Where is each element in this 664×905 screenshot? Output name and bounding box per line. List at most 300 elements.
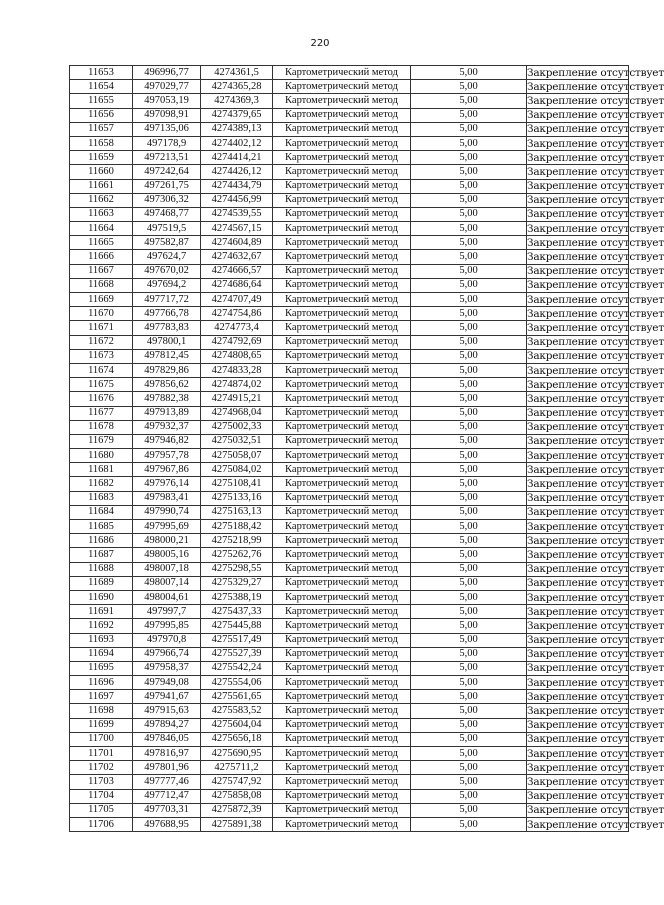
accuracy-cell: 5,00 — [411, 520, 527, 534]
table-row — [70, 406, 629, 420]
y-coordinate-cell: 4275517,49 — [201, 633, 273, 647]
point-number-cell: 11673 — [70, 349, 133, 363]
point-number-cell: 11702 — [70, 761, 133, 775]
method-cell: Картометрический метод — [273, 576, 411, 590]
method-cell: Картометрический метод — [273, 491, 411, 505]
fixation-cell: Закрепление отсутствует — [527, 151, 664, 164]
table-row — [70, 66, 629, 80]
x-coordinate-cell: 497846,05 — [133, 732, 201, 746]
x-coordinate-cell: 497932,37 — [133, 420, 201, 434]
x-coordinate-cell: 498007,14 — [133, 576, 201, 590]
point-number-cell: 11658 — [70, 136, 133, 150]
method-cell: Картометрический метод — [273, 264, 411, 278]
x-coordinate-cell: 497983,41 — [133, 491, 201, 505]
fixation-cell: Закрепление отсутствует — [527, 165, 664, 178]
y-coordinate-cell: 4274426,12 — [201, 165, 273, 179]
accuracy-cell: 5,00 — [411, 661, 527, 675]
y-coordinate-cell: 4275298,55 — [201, 562, 273, 576]
table-row — [70, 349, 629, 363]
method-cell: Картометрический метод — [273, 704, 411, 718]
method-cell: Картометрический метод — [273, 207, 411, 221]
fixation-cell: Закрепление отсутствует — [527, 747, 664, 760]
table-row — [70, 534, 629, 548]
point-number-cell: 11682 — [70, 477, 133, 491]
x-coordinate-cell: 497712,47 — [133, 789, 201, 803]
accuracy-cell: 5,00 — [411, 562, 527, 576]
method-cell: Картометрический метод — [273, 477, 411, 491]
x-coordinate-cell: 497949,08 — [133, 676, 201, 690]
table-row — [70, 122, 629, 136]
method-cell: Картометрический метод — [273, 80, 411, 94]
x-coordinate-cell: 497957,78 — [133, 449, 201, 463]
point-number-cell: 11668 — [70, 278, 133, 292]
y-coordinate-cell: 4274379,65 — [201, 108, 273, 122]
accuracy-cell: 5,00 — [411, 122, 527, 136]
x-coordinate-cell: 497976,14 — [133, 477, 201, 491]
method-cell: Картометрический метод — [273, 690, 411, 704]
x-coordinate-cell: 497990,74 — [133, 505, 201, 519]
y-coordinate-cell: 4274686,64 — [201, 278, 273, 292]
method-cell: Картометрический метод — [273, 363, 411, 377]
method-cell: Картометрический метод — [273, 179, 411, 193]
point-number-cell: 11660 — [70, 165, 133, 179]
accuracy-cell: 5,00 — [411, 449, 527, 463]
x-coordinate-cell: 497519,5 — [133, 222, 201, 236]
point-number-cell: 11699 — [70, 718, 133, 732]
table-row — [70, 633, 629, 647]
y-coordinate-cell: 4275858,08 — [201, 789, 273, 803]
y-coordinate-cell: 4275084,02 — [201, 463, 273, 477]
method-cell: Картометрический метод — [273, 789, 411, 803]
table-row — [70, 307, 629, 321]
y-coordinate-cell: 4275542,24 — [201, 661, 273, 675]
accuracy-cell: 5,00 — [411, 619, 527, 633]
table-row — [70, 704, 629, 718]
fixation-cell: Закрепление отсутствует — [527, 676, 664, 689]
accuracy-cell: 5,00 — [411, 576, 527, 590]
x-coordinate-cell: 497468,77 — [133, 207, 201, 221]
fixation-cell: Закрепление отсутствует — [527, 463, 664, 476]
point-number-cell: 11689 — [70, 576, 133, 590]
fixation-cell: Закрепление отсутствует — [527, 194, 664, 207]
x-coordinate-cell: 497946,82 — [133, 434, 201, 448]
x-coordinate-cell: 497970,8 — [133, 633, 201, 647]
table-row — [70, 718, 629, 732]
x-coordinate-cell: 497694,2 — [133, 278, 201, 292]
accuracy-cell: 5,00 — [411, 321, 527, 335]
accuracy-cell: 5,00 — [411, 789, 527, 803]
point-number-cell: 11683 — [70, 491, 133, 505]
fixation-cell: Закрепление отсутствует — [527, 761, 664, 774]
fixation-cell: Закрепление отсутствует — [527, 421, 664, 434]
table-row — [70, 647, 629, 661]
y-coordinate-cell: 4274389,13 — [201, 122, 273, 136]
point-number-cell: 11674 — [70, 363, 133, 377]
x-coordinate-cell: 497915,63 — [133, 704, 201, 718]
table-row — [70, 250, 629, 264]
y-coordinate-cell: 4275445,88 — [201, 619, 273, 633]
fixation-cell: Закрепление отсутствует — [527, 506, 664, 519]
accuracy-cell: 5,00 — [411, 590, 527, 604]
method-cell: Картометрический метод — [273, 108, 411, 122]
fixation-cell: Закрепление отсутствует — [527, 321, 664, 334]
point-number-cell: 11684 — [70, 505, 133, 519]
point-number-cell: 11653 — [70, 66, 133, 80]
method-cell: Картометрический метод — [273, 449, 411, 463]
x-coordinate-cell: 497582,87 — [133, 236, 201, 250]
x-coordinate-cell: 498000,21 — [133, 534, 201, 548]
table-row — [70, 434, 629, 448]
fixation-cell: Закрепление отсутствует — [527, 66, 664, 79]
fixation-cell: Закрепление отсутствует — [527, 222, 664, 235]
y-coordinate-cell: 4275554,06 — [201, 676, 273, 690]
x-coordinate-cell: 497997,7 — [133, 605, 201, 619]
y-coordinate-cell: 4274369,3 — [201, 94, 273, 108]
point-number-cell: 11696 — [70, 676, 133, 690]
accuracy-cell: 5,00 — [411, 647, 527, 661]
x-coordinate-cell: 497306,32 — [133, 193, 201, 207]
y-coordinate-cell: 4274773,4 — [201, 321, 273, 335]
x-coordinate-cell: 498007,18 — [133, 562, 201, 576]
accuracy-cell: 5,00 — [411, 293, 527, 307]
y-coordinate-cell: 4274754,86 — [201, 307, 273, 321]
y-coordinate-cell: 4274666,57 — [201, 264, 273, 278]
x-coordinate-cell: 497816,97 — [133, 747, 201, 761]
fixation-cell: Закрепление отсутствует — [527, 605, 664, 618]
x-coordinate-cell: 497882,38 — [133, 392, 201, 406]
x-coordinate-cell: 497261,75 — [133, 179, 201, 193]
point-number-cell: 11667 — [70, 264, 133, 278]
x-coordinate-cell: 497777,46 — [133, 775, 201, 789]
table-row — [70, 590, 629, 604]
table-row — [70, 264, 629, 278]
method-cell: Картометрический метод — [273, 165, 411, 179]
fixation-cell: Закрепление отсутствует — [527, 563, 664, 576]
point-number-cell: 11670 — [70, 307, 133, 321]
point-number-cell: 11659 — [70, 151, 133, 165]
point-number-cell: 11656 — [70, 108, 133, 122]
accuracy-cell: 5,00 — [411, 250, 527, 264]
table-row — [70, 817, 629, 831]
table-row — [70, 775, 629, 789]
x-coordinate-cell: 496996,77 — [133, 66, 201, 80]
accuracy-cell: 5,00 — [411, 434, 527, 448]
method-cell: Картометрический метод — [273, 136, 411, 150]
table-row — [70, 193, 629, 207]
table-row — [70, 576, 629, 590]
method-cell: Картометрический метод — [273, 434, 411, 448]
table-row — [70, 392, 629, 406]
table-row — [70, 108, 629, 122]
fixation-cell: Закрепление отсутствует — [527, 534, 664, 547]
accuracy-cell: 5,00 — [411, 775, 527, 789]
method-cell: Картометрический метод — [273, 463, 411, 477]
y-coordinate-cell: 4275656,18 — [201, 732, 273, 746]
fixation-cell: Закрепление отсутствует — [527, 690, 664, 703]
table-row — [70, 151, 629, 165]
accuracy-cell: 5,00 — [411, 633, 527, 647]
y-coordinate-cell: 4274604,89 — [201, 236, 273, 250]
x-coordinate-cell: 497800,1 — [133, 335, 201, 349]
x-coordinate-cell: 497856,62 — [133, 378, 201, 392]
x-coordinate-cell: 497213,51 — [133, 151, 201, 165]
y-coordinate-cell: 4275329,27 — [201, 576, 273, 590]
fixation-cell: Закрепление отсутствует — [527, 265, 664, 278]
point-number-cell: 11687 — [70, 548, 133, 562]
method-cell: Картометрический метод — [273, 548, 411, 562]
x-coordinate-cell: 497829,86 — [133, 363, 201, 377]
accuracy-cell: 5,00 — [411, 136, 527, 150]
x-coordinate-cell: 497098,91 — [133, 108, 201, 122]
fixation-cell: Закрепление отсутствует — [527, 591, 664, 604]
point-number-cell: 11654 — [70, 80, 133, 94]
y-coordinate-cell: 4274567,15 — [201, 222, 273, 236]
accuracy-cell: 5,00 — [411, 264, 527, 278]
method-cell: Картометрический метод — [273, 562, 411, 576]
accuracy-cell: 5,00 — [411, 378, 527, 392]
point-number-cell: 11703 — [70, 775, 133, 789]
y-coordinate-cell: 4275583,52 — [201, 704, 273, 718]
accuracy-cell: 5,00 — [411, 548, 527, 562]
point-number-cell: 11666 — [70, 250, 133, 264]
accuracy-cell: 5,00 — [411, 165, 527, 179]
fixation-cell: Закрепление отсутствует — [527, 407, 664, 420]
y-coordinate-cell: 4275002,33 — [201, 420, 273, 434]
fixation-cell: Закрепление отсутствует — [527, 733, 664, 746]
x-coordinate-cell: 497894,27 — [133, 718, 201, 732]
fixation-cell: Закрепление отсутствует — [527, 818, 664, 831]
table-row — [70, 747, 629, 761]
y-coordinate-cell: 4274434,79 — [201, 179, 273, 193]
method-cell: Картометрический метод — [273, 619, 411, 633]
y-coordinate-cell: 4274792,69 — [201, 335, 273, 349]
point-number-cell: 11697 — [70, 690, 133, 704]
fixation-cell: Закрепление отсутствует — [527, 705, 664, 718]
point-number-cell: 11665 — [70, 236, 133, 250]
accuracy-cell: 5,00 — [411, 392, 527, 406]
accuracy-cell: 5,00 — [411, 463, 527, 477]
method-cell: Картометрический метод — [273, 718, 411, 732]
method-cell: Картометрический метод — [273, 534, 411, 548]
table-row — [70, 293, 629, 307]
table-row — [70, 321, 629, 335]
x-coordinate-cell: 497717,72 — [133, 293, 201, 307]
table-row — [70, 520, 629, 534]
y-coordinate-cell: 4274874,02 — [201, 378, 273, 392]
y-coordinate-cell: 4275032,51 — [201, 434, 273, 448]
method-cell: Картометрический метод — [273, 605, 411, 619]
table-row — [70, 761, 629, 775]
fixation-cell: Закрепление отсутствует — [527, 492, 664, 505]
accuracy-cell: 5,00 — [411, 505, 527, 519]
accuracy-cell: 5,00 — [411, 179, 527, 193]
fixation-cell: Закрепление отсутствует — [527, 94, 664, 107]
method-cell: Картометрический метод — [273, 321, 411, 335]
y-coordinate-cell: 4274915,21 — [201, 392, 273, 406]
accuracy-cell: 5,00 — [411, 704, 527, 718]
accuracy-cell: 5,00 — [411, 363, 527, 377]
table-row — [70, 803, 629, 817]
fixation-cell: Закрепление отсутствует — [527, 279, 664, 292]
point-number-cell: 11691 — [70, 605, 133, 619]
method-cell: Картометрический метод — [273, 732, 411, 746]
y-coordinate-cell: 4275561,65 — [201, 690, 273, 704]
accuracy-cell: 5,00 — [411, 94, 527, 108]
point-number-cell: 11706 — [70, 817, 133, 831]
point-number-cell: 11686 — [70, 534, 133, 548]
fixation-cell: Закрепление отсутствует — [527, 449, 664, 462]
y-coordinate-cell: 4274539,55 — [201, 207, 273, 221]
fixation-cell: Закрепление отсутствует — [527, 251, 664, 264]
coordinates-table — [69, 65, 664, 832]
table-body — [70, 66, 664, 832]
table-row — [70, 548, 629, 562]
point-number-cell: 11675 — [70, 378, 133, 392]
accuracy-cell: 5,00 — [411, 605, 527, 619]
point-number-cell: 11661 — [70, 179, 133, 193]
method-cell: Картометрический метод — [273, 661, 411, 675]
accuracy-cell: 5,00 — [411, 477, 527, 491]
point-number-cell: 11693 — [70, 633, 133, 647]
table-row — [70, 80, 629, 94]
y-coordinate-cell: 4275163,13 — [201, 505, 273, 519]
point-number-cell: 11676 — [70, 392, 133, 406]
method-cell: Картометрический метод — [273, 349, 411, 363]
accuracy-cell: 5,00 — [411, 420, 527, 434]
x-coordinate-cell: 497812,45 — [133, 349, 201, 363]
fixation-cell: Закрепление отсутствует — [527, 719, 664, 732]
fixation-cell: Закрепление отсутствует — [527, 548, 664, 561]
y-coordinate-cell: 4275872,39 — [201, 803, 273, 817]
fixation-cell: Закрепление отсутствует — [527, 123, 664, 136]
fixation-cell: Закрепление отсутствует — [527, 648, 664, 661]
x-coordinate-cell: 497766,78 — [133, 307, 201, 321]
method-cell: Картометрический метод — [273, 151, 411, 165]
x-coordinate-cell: 497242,64 — [133, 165, 201, 179]
accuracy-cell: 5,00 — [411, 236, 527, 250]
x-coordinate-cell: 498005,16 — [133, 548, 201, 562]
y-coordinate-cell: 4274414,21 — [201, 151, 273, 165]
fixation-cell: Закрепление отсутствует — [527, 336, 664, 349]
y-coordinate-cell: 4275108,41 — [201, 477, 273, 491]
table-row — [70, 505, 629, 519]
point-number-cell: 11680 — [70, 449, 133, 463]
x-coordinate-cell: 497053,19 — [133, 94, 201, 108]
accuracy-cell: 5,00 — [411, 690, 527, 704]
accuracy-cell: 5,00 — [411, 151, 527, 165]
accuracy-cell: 5,00 — [411, 207, 527, 221]
point-number-cell: 11669 — [70, 293, 133, 307]
accuracy-cell: 5,00 — [411, 406, 527, 420]
y-coordinate-cell: 4275058,07 — [201, 449, 273, 463]
accuracy-cell: 5,00 — [411, 80, 527, 94]
y-coordinate-cell: 4274365,28 — [201, 80, 273, 94]
table-row — [70, 676, 629, 690]
method-cell: Картометрический метод — [273, 236, 411, 250]
fixation-cell: Закрепление отсутствует — [527, 520, 664, 533]
accuracy-cell: 5,00 — [411, 307, 527, 321]
page-number: 220 — [310, 38, 330, 49]
accuracy-cell: 5,00 — [411, 66, 527, 80]
method-cell: Картометрический метод — [273, 293, 411, 307]
fixation-cell: Закрепление отсутствует — [527, 392, 664, 405]
table-row — [70, 179, 629, 193]
fixation-cell: Закрепление отсутствует — [527, 662, 664, 675]
method-cell: Картометрический метод — [273, 505, 411, 519]
y-coordinate-cell: 4274632,67 — [201, 250, 273, 264]
y-coordinate-cell: 4275604,04 — [201, 718, 273, 732]
x-coordinate-cell: 497178,9 — [133, 136, 201, 150]
method-cell: Картометрический метод — [273, 250, 411, 264]
table-row — [70, 491, 629, 505]
fixation-cell: Закрепление отсутствует — [527, 109, 664, 122]
fixation-cell: Закрепление отсутствует — [527, 307, 664, 320]
accuracy-cell: 5,00 — [411, 761, 527, 775]
table-row — [70, 94, 629, 108]
fixation-cell: Закрепление отсутствует — [527, 293, 664, 306]
fixation-cell: Закрепление отсутствует — [527, 137, 664, 150]
point-number-cell: 11657 — [70, 122, 133, 136]
fixation-cell: Закрепление отсутствует — [527, 180, 664, 193]
y-coordinate-cell: 4275218,99 — [201, 534, 273, 548]
x-coordinate-cell: 497995,69 — [133, 520, 201, 534]
point-number-cell: 11705 — [70, 803, 133, 817]
x-coordinate-cell: 497670,02 — [133, 264, 201, 278]
fixation-cell: Закрепление отсутствует — [527, 619, 664, 632]
method-cell: Картометрический метод — [273, 803, 411, 817]
table-row — [70, 562, 629, 576]
table-row — [70, 363, 629, 377]
y-coordinate-cell: 4274833,28 — [201, 363, 273, 377]
method-cell: Картометрический метод — [273, 392, 411, 406]
accuracy-cell: 5,00 — [411, 803, 527, 817]
fixation-cell: Закрепление отсутствует — [527, 478, 664, 491]
y-coordinate-cell: 4274361,5 — [201, 66, 273, 80]
point-number-cell: 11663 — [70, 207, 133, 221]
accuracy-cell: 5,00 — [411, 732, 527, 746]
table-row — [70, 732, 629, 746]
fixation-cell: Закрепление отсутствует — [527, 577, 664, 590]
x-coordinate-cell: 497688,95 — [133, 817, 201, 831]
y-coordinate-cell: 4275437,33 — [201, 605, 273, 619]
point-number-cell: 11671 — [70, 321, 133, 335]
point-number-cell: 11701 — [70, 747, 133, 761]
method-cell: Картометрический метод — [273, 761, 411, 775]
method-cell: Картометрический метод — [273, 406, 411, 420]
table-row — [70, 690, 629, 704]
table-row — [70, 207, 629, 221]
accuracy-cell: 5,00 — [411, 349, 527, 363]
x-coordinate-cell: 497941,67 — [133, 690, 201, 704]
method-cell: Картометрический метод — [273, 520, 411, 534]
accuracy-cell: 5,00 — [411, 278, 527, 292]
y-coordinate-cell: 4275711,2 — [201, 761, 273, 775]
method-cell: Картометрический метод — [273, 66, 411, 80]
point-number-cell: 11655 — [70, 94, 133, 108]
accuracy-cell: 5,00 — [411, 676, 527, 690]
method-cell: Картометрический метод — [273, 307, 411, 321]
accuracy-cell: 5,00 — [411, 534, 527, 548]
fixation-cell: Закрепление отсутствует — [527, 634, 664, 647]
table-row — [70, 165, 629, 179]
table-row — [70, 449, 629, 463]
table-row — [70, 335, 629, 349]
fixation-cell: Закрепление отсутствует — [527, 378, 664, 391]
table-row — [70, 222, 629, 236]
method-cell: Картометрический метод — [273, 590, 411, 604]
x-coordinate-cell: 498004,61 — [133, 590, 201, 604]
method-cell: Картометрический метод — [273, 647, 411, 661]
